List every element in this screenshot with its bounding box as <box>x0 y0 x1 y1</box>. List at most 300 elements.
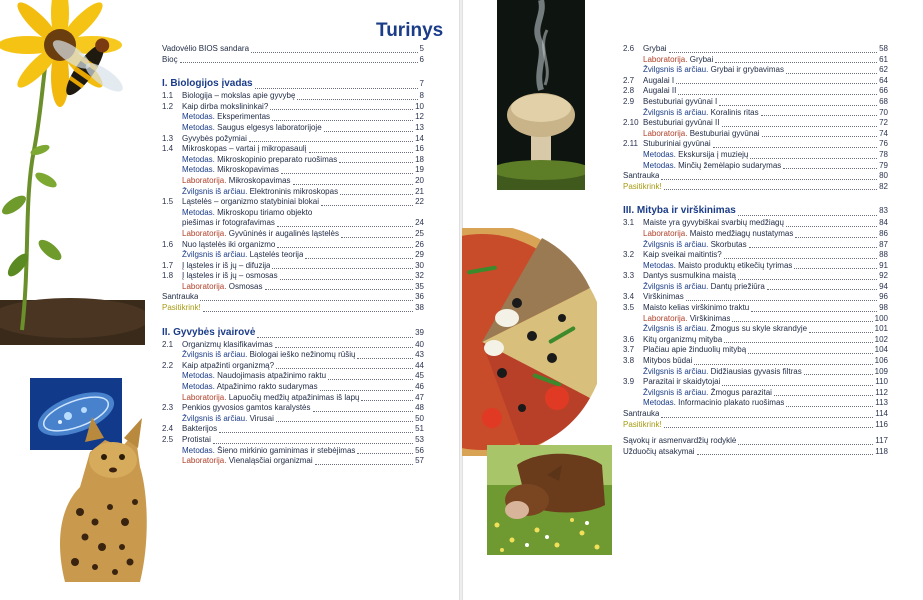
toc-page-number: 102 <box>874 334 888 344</box>
toc-entry-text: Gyvybės požymiai <box>182 133 247 143</box>
toc-leader-dots <box>309 152 414 153</box>
puffball-mushroom-image <box>497 0 585 190</box>
toc-entry-number: 3.8 <box>623 356 635 366</box>
toc-entry[interactable] <box>623 240 888 251</box>
toc-entry-title <box>182 229 339 240</box>
toc-entry-title <box>643 388 772 399</box>
toc-entry-number: 1.1 <box>162 91 174 101</box>
toc-entry-title <box>643 292 684 303</box>
toc-page-number: 113 <box>875 398 888 408</box>
toc-entry[interactable] <box>623 388 888 399</box>
toc-entry[interactable] <box>623 250 888 261</box>
toc-entry[interactable] <box>162 229 424 240</box>
toc-entry-text: Mikroskopavimas <box>228 175 291 185</box>
toc-entry[interactable] <box>162 123 424 134</box>
toc-entry-text: Žmogus parazitai <box>710 387 772 397</box>
toc-page-number: 19 <box>415 165 424 175</box>
toc-entry-title <box>182 240 275 251</box>
toc-entry-number: 2.10 <box>623 118 639 128</box>
toc-entry[interactable] <box>623 182 888 193</box>
toc-page-number: 50 <box>415 413 424 423</box>
toc-page-number: 24 <box>415 218 424 228</box>
toc-entry-text: Maisto kelias virškinimo traktu <box>643 303 750 313</box>
toc-entry-number: 3.5 <box>623 303 635 313</box>
toc-page-number: 20 <box>415 175 424 185</box>
toc-entry[interactable] <box>162 134 424 145</box>
pizza-image <box>462 228 597 456</box>
toc-page-number: 12 <box>415 112 424 122</box>
toc-entry-text: Maisto produktų etikečių tyrimas <box>678 260 793 270</box>
toc-entry[interactable] <box>623 218 888 229</box>
toc-entry-kind: Žvilgsnis iš arčiau. <box>643 107 709 117</box>
toc-entry[interactable] <box>623 324 888 335</box>
toc-page-number: 18 <box>415 154 424 164</box>
toc-entry[interactable] <box>623 282 888 293</box>
toc-leader-dots <box>738 444 873 445</box>
toc-entry-text: Saugus elgesys laboratorijoje <box>217 122 322 132</box>
toc-entry-title <box>162 303 201 314</box>
toc-page-number: 114 <box>875 409 888 418</box>
toc-leader-dots <box>722 385 873 386</box>
toc-leader-dots <box>357 358 413 359</box>
toc-entry[interactable] <box>623 292 888 303</box>
toc-leader-dots <box>669 52 878 53</box>
toc-entry-kind: Laboratorija. <box>182 281 227 291</box>
toc-entry-number: 1.6 <box>162 239 174 249</box>
toc-leader-dots <box>748 353 872 354</box>
toc-entry-title <box>643 271 736 282</box>
toc-entry-number: 2.1 <box>162 339 174 349</box>
toc-leader-dots <box>762 136 878 137</box>
toc-entry-title <box>643 229 793 240</box>
toc-leader-dots <box>277 247 413 248</box>
toc-entry-title <box>643 44 667 55</box>
toc-entry-kind: Metodas. <box>182 112 215 122</box>
toc-leader-dots <box>664 427 874 428</box>
toc-entry-number: 3.2 <box>623 250 635 260</box>
toc-entry-text: Parazitai ir skaidytojai <box>643 377 721 387</box>
toc-entry-text: Mikroskopavimas <box>217 165 279 175</box>
toc-entry[interactable] <box>623 161 888 172</box>
toc-entry-text: Atpažinimo rakto sudarymas <box>216 382 318 392</box>
toc-leader-dots <box>265 289 414 290</box>
toc-leader-dots <box>724 258 877 259</box>
toc-entry-text: Dantys susmulkina maistą <box>643 271 736 281</box>
toc-page-number: 35 <box>415 281 424 291</box>
toc-right-column <box>623 44 888 457</box>
toc-leader-dots <box>761 115 877 116</box>
toc-page-number: 30 <box>415 260 424 270</box>
toc-entry[interactable] <box>162 303 424 314</box>
toc-entry[interactable] <box>162 414 424 425</box>
toc-entry-number: 2.2 <box>162 360 174 370</box>
toc-entry-title <box>643 97 717 108</box>
toc-entry-kind: Laboratorija. <box>182 228 227 238</box>
toc-entry-text: Informacinio plakato ruošimas <box>678 398 785 408</box>
toc-entry-title <box>643 314 730 325</box>
toc-entry-kind: Žvilgsnis iš arčiau. <box>643 239 709 249</box>
toc-entry[interactable] <box>162 371 424 382</box>
toc-entry[interactable] <box>162 155 424 166</box>
toc-entry-kind: Metodas. <box>182 371 215 381</box>
toc-entry[interactable] <box>623 303 888 314</box>
toc-entry-text: Skorbutas <box>710 239 747 249</box>
toc-entry[interactable] <box>162 350 424 361</box>
toc-leader-dots <box>661 179 877 180</box>
toc-entry-title <box>182 102 268 113</box>
toc-entry-text: Vienaląsčiai organizmai <box>228 456 313 466</box>
toc-page-number: 32 <box>415 271 424 281</box>
toc-leader-dots <box>738 279 877 280</box>
toc-entry[interactable] <box>623 65 888 76</box>
toc-page-number: 39 <box>415 327 424 337</box>
toc-entry-number: 1.5 <box>162 197 174 207</box>
toc-entry-text: Grybai ir grybavimas <box>710 65 784 75</box>
toc-leader-dots <box>313 411 414 412</box>
toc-entry-text: Biologai ieško nežinomų rūšių <box>249 350 356 360</box>
toc-page-number: 88 <box>879 250 888 260</box>
toc-leader-dots <box>213 443 413 444</box>
toc-entry-number: 1.3 <box>162 133 174 143</box>
toc-entry[interactable] <box>623 150 888 161</box>
toc-entry-number: 2.4 <box>162 424 174 434</box>
toc-leader-dots <box>715 62 877 63</box>
toc-page-number: 76 <box>879 139 888 149</box>
toc-entry[interactable] <box>623 108 888 119</box>
sunflower-hoverfly-image <box>0 0 145 345</box>
toc-section-heading[interactable] <box>623 204 888 218</box>
toc-leader-dots <box>676 83 877 84</box>
toc-leader-dots <box>738 215 877 216</box>
toc-entry-title <box>643 139 711 150</box>
toc-entry-title <box>643 118 720 129</box>
toc-leader-dots <box>328 379 413 380</box>
toc-page-number: 51 <box>415 424 424 434</box>
toc-entry-title <box>643 398 784 409</box>
toc-page-number: 116 <box>875 419 888 429</box>
toc-leader-dots <box>686 300 877 301</box>
toc-leader-dots <box>774 395 873 396</box>
toc-entry-title <box>182 424 217 435</box>
toc-entry-text: Santrauka <box>623 171 660 181</box>
toc-entry-text: Grybai <box>643 44 667 53</box>
toc-entry-kind: Žvilgsnis iš arčiau. <box>643 324 709 334</box>
toc-entry-kind: Žvilgsnis iš arčiau. <box>643 387 709 397</box>
toc-entry[interactable] <box>623 44 888 55</box>
toc-leader-dots <box>277 226 413 227</box>
toc-leader-dots <box>257 337 413 338</box>
toc-section-heading[interactable] <box>162 77 424 91</box>
toc-entry-text: Pasitikrink! <box>623 419 662 429</box>
toc-entry[interactable] <box>162 292 424 303</box>
toc-entry-text: III. Mityba ir virškinimas <box>623 205 736 217</box>
toc-entry-text: Kaip atpažinti organizmą? <box>182 360 275 370</box>
toc-entry-text: Virškinimas <box>689 313 731 323</box>
toc-leader-dots <box>678 94 877 95</box>
toc-entry[interactable] <box>623 139 888 150</box>
toc-leader-dots <box>251 52 418 53</box>
toc-entry-title <box>182 187 338 198</box>
toc-entry[interactable] <box>623 377 888 388</box>
toc-entry[interactable] <box>623 398 888 409</box>
toc-entry-title <box>643 86 676 97</box>
toc-entry[interactable] <box>162 261 424 272</box>
toc-entry[interactable] <box>162 218 424 229</box>
toc-entry-text: I. Biologijos įvadas <box>162 78 253 90</box>
toc-entry[interactable] <box>162 361 424 372</box>
toc-entry-text: Eksperimentas <box>217 112 271 122</box>
toc-entry-title <box>182 382 318 393</box>
toc-entry-text: Į ląsteles ir iš jų – difuzija <box>182 260 271 270</box>
toc-entry-text: Nuo ląstelės iki organizmo <box>182 239 276 249</box>
toc-entry-title <box>643 108 759 119</box>
toc-entry[interactable] <box>162 112 424 123</box>
toc-entry-text: Žmogus su skyle skrandyje <box>710 324 808 334</box>
toc-entry[interactable] <box>162 403 424 414</box>
toc-entry-title <box>643 367 802 378</box>
toc-page-number: 112 <box>875 387 888 397</box>
toc-leader-dots <box>321 205 413 206</box>
toc-entry-kind: Laboratorija. <box>643 128 688 138</box>
toc-page-number: 72 <box>879 118 888 128</box>
toc-leader-dots <box>795 237 877 238</box>
toc-page-number: 14 <box>415 133 424 143</box>
toc-entry[interactable] <box>162 271 424 282</box>
toc-page-number: 43 <box>415 350 424 360</box>
toc-entry-text: Dantų priežiūra <box>710 281 765 291</box>
toc-section-heading[interactable] <box>162 326 424 340</box>
toc-entry-text: Protistai <box>182 435 211 444</box>
toc-entry-title <box>182 446 355 457</box>
toc-entry-number: 2.6 <box>623 44 635 53</box>
toc-leader-dots <box>786 406 873 407</box>
toc-entry-kind: Metodas. <box>182 154 215 164</box>
toc-entry[interactable] <box>162 250 424 261</box>
toc-entry-title <box>643 303 749 314</box>
toc-entry-title <box>182 218 275 229</box>
toc-entry-title <box>182 271 278 282</box>
toc-entry[interactable] <box>623 171 888 182</box>
toc-entry[interactable] <box>623 447 888 458</box>
toc-entry[interactable] <box>623 367 888 378</box>
toc-page-number: 110 <box>875 377 888 387</box>
toc-entry[interactable] <box>623 76 888 87</box>
toc-entry-number: 3.1 <box>623 218 635 228</box>
toc-leader-dots <box>280 279 414 280</box>
toc-leader-dots <box>697 454 874 455</box>
toc-page-number: 84 <box>879 218 888 228</box>
toc-page-number: 22 <box>415 197 424 207</box>
toc-entry-kind: Žvilgsnis iš arčiau. <box>643 65 709 75</box>
toc-page-number: 98 <box>879 303 888 313</box>
toc-page-number: 10 <box>415 101 424 111</box>
toc-entry-number: 2.8 <box>623 86 635 96</box>
toc-entry-title <box>643 55 713 66</box>
toc-entry-title <box>643 261 792 272</box>
toc-leader-dots <box>767 289 877 290</box>
toc-entry[interactable] <box>623 356 888 367</box>
toc-spacer <box>162 65 424 71</box>
toc-entry-title <box>162 77 253 91</box>
serval-cat-image <box>30 412 160 582</box>
toc-entry-kind: Žvilgsnis iš arčiau. <box>182 250 248 260</box>
toc-entry[interactable] <box>162 165 424 176</box>
toc-entry[interactable] <box>162 240 424 251</box>
toc-entry-title <box>182 456 313 467</box>
toc-entry[interactable] <box>623 409 888 420</box>
toc-entry[interactable] <box>162 435 424 446</box>
toc-leader-dots <box>713 147 877 148</box>
toc-entry-text: Stuburiniai gyvūnai <box>643 139 711 149</box>
toc-entry-text: Organizmų klasifikavimas <box>182 339 273 349</box>
toc-entry-title <box>643 356 692 367</box>
toc-leader-dots <box>722 126 878 127</box>
toc-entry[interactable] <box>623 97 888 108</box>
toc-page-number: 83 <box>879 206 888 216</box>
toc-leader-dots <box>270 109 413 110</box>
toc-left-column <box>162 44 424 467</box>
toc-entry-kind: Žvilgsnis iš arčiau. <box>643 366 709 376</box>
toc-entry-title <box>182 165 279 176</box>
toc-entry[interactable] <box>162 91 424 102</box>
toc-entry[interactable] <box>162 456 424 467</box>
toc-entry[interactable] <box>162 55 424 66</box>
toc-entry-title <box>643 161 781 172</box>
toc-page-number: 8 <box>419 91 424 101</box>
toc-entry-title <box>182 208 312 219</box>
toc-entry-title <box>182 112 270 123</box>
toc-leader-dots <box>341 237 413 238</box>
toc-leader-dots <box>809 332 873 333</box>
toc-entry-title <box>182 250 303 261</box>
toc-page-number: 13 <box>415 122 424 132</box>
toc-page-number: 79 <box>879 160 888 170</box>
toc-page-number: 91 <box>879 260 888 270</box>
toc-entry[interactable] <box>623 314 888 325</box>
toc-entry-text: Didžiausias gyvasis filtras <box>710 366 802 376</box>
toc-leader-dots <box>361 400 413 401</box>
toc-entry-title <box>182 155 337 166</box>
toc-entry[interactable] <box>162 144 424 155</box>
toc-entry-title <box>643 76 674 87</box>
toc-entry[interactable] <box>623 55 888 66</box>
toc-entry[interactable] <box>162 340 424 351</box>
toc-entry[interactable] <box>162 382 424 393</box>
toc-entry[interactable] <box>162 424 424 435</box>
toc-entry[interactable] <box>162 102 424 113</box>
toc-page-number: 25 <box>415 228 424 238</box>
toc-entry[interactable] <box>162 44 424 55</box>
toc-entry-title <box>182 261 270 272</box>
toc-page-number: 45 <box>415 371 424 381</box>
toc-entry[interactable] <box>162 282 424 293</box>
toc-entry-text: Kaip dirba mokslininkai? <box>182 101 269 111</box>
toc-entry-text: Ląstelės teorija <box>249 250 304 260</box>
toc-entry-text: Bestuburiai gyvūnai <box>689 128 760 138</box>
toc-entry-kind: Metodas. <box>643 149 676 159</box>
toc-page-number: 86 <box>879 228 888 238</box>
right-page <box>462 0 923 600</box>
toc-entry-title <box>643 324 807 335</box>
toc-entry[interactable] <box>162 176 424 187</box>
toc-entry[interactable] <box>623 420 888 431</box>
toc-leader-dots <box>724 342 872 343</box>
toc-leader-dots <box>664 189 877 190</box>
toc-entry[interactable] <box>623 345 888 356</box>
toc-page-number: 16 <box>415 144 424 154</box>
toc-entry-text: Pasitikrink! <box>623 181 662 191</box>
toc-entry[interactable] <box>623 261 888 272</box>
toc-entry-text: Virusai <box>249 413 274 423</box>
toc-page-number: 36 <box>415 292 424 302</box>
toc-leader-dots <box>324 131 413 132</box>
toc-page-number: 47 <box>415 392 424 402</box>
toc-entry-title <box>182 350 355 361</box>
toc-entry[interactable] <box>623 86 888 97</box>
toc-entry-number: 2.11 <box>623 139 638 149</box>
toc-entry-title <box>182 282 263 293</box>
toc-leader-dots <box>732 321 872 322</box>
toc-entry-number: 2.3 <box>162 403 174 413</box>
toc-entry[interactable] <box>623 335 888 346</box>
toc-leader-dots <box>694 364 872 365</box>
toc-page-number: 92 <box>879 271 888 281</box>
toc-leader-dots <box>255 88 418 89</box>
toc-entry-title <box>643 282 765 293</box>
toc-page-number: 101 <box>874 324 888 334</box>
toc-page-number: 64 <box>879 75 888 85</box>
toc-entry[interactable] <box>623 271 888 282</box>
toc-entry-title <box>623 447 695 458</box>
toc-entry-number: 3.7 <box>623 345 635 355</box>
toc-leader-dots <box>281 173 413 174</box>
toc-entry-kind: Metodas. <box>182 207 215 217</box>
toc-entry[interactable] <box>623 129 888 140</box>
toc-entry[interactable] <box>162 393 424 404</box>
toc-entry[interactable] <box>623 118 888 129</box>
toc-entry[interactable] <box>162 446 424 457</box>
toc-entry-text: Penkios gyvosios gamtos karalystės <box>182 403 311 413</box>
toc-entry[interactable] <box>162 197 424 208</box>
toc-entry-text: Mitybos būdai <box>643 356 693 366</box>
toc-entry-kind: Metodas. <box>182 165 215 175</box>
toc-entry[interactable] <box>162 208 424 219</box>
toc-leader-dots <box>276 421 413 422</box>
toc-entry-title <box>182 371 326 382</box>
toc-leader-dots <box>219 432 413 433</box>
toc-entry[interactable] <box>162 187 424 198</box>
toc-leader-dots <box>783 168 877 169</box>
toc-entry-kind: Žvilgsnis iš arčiau. <box>643 281 709 291</box>
toc-entry-title <box>182 340 273 351</box>
toc-entry-kind: Laboratorija. <box>182 456 227 466</box>
toc-entry[interactable] <box>623 436 888 447</box>
toc-entry-text: Mikroskopu tiriamo objekto <box>217 207 313 217</box>
toc-leader-dots <box>249 141 413 142</box>
toc-leader-dots <box>719 105 877 106</box>
toc-entry-number: 1.7 <box>162 260 174 270</box>
toc-leader-dots <box>750 158 877 159</box>
toc-entry-text: Ląstelės – organizmo statybiniai blokai <box>182 197 319 207</box>
toc-entry-text: Osmosas <box>228 281 263 291</box>
toc-entry[interactable] <box>623 229 888 240</box>
toc-entry-title <box>182 414 274 425</box>
toc-leader-dots <box>180 62 418 63</box>
toc-entry-title <box>182 144 307 155</box>
toc-entry-text: Užduočių atsakymai <box>623 446 695 456</box>
toc-entry-kind: Žvilgsnis iš arčiau. <box>182 413 248 423</box>
toc-entry-title <box>623 182 662 193</box>
